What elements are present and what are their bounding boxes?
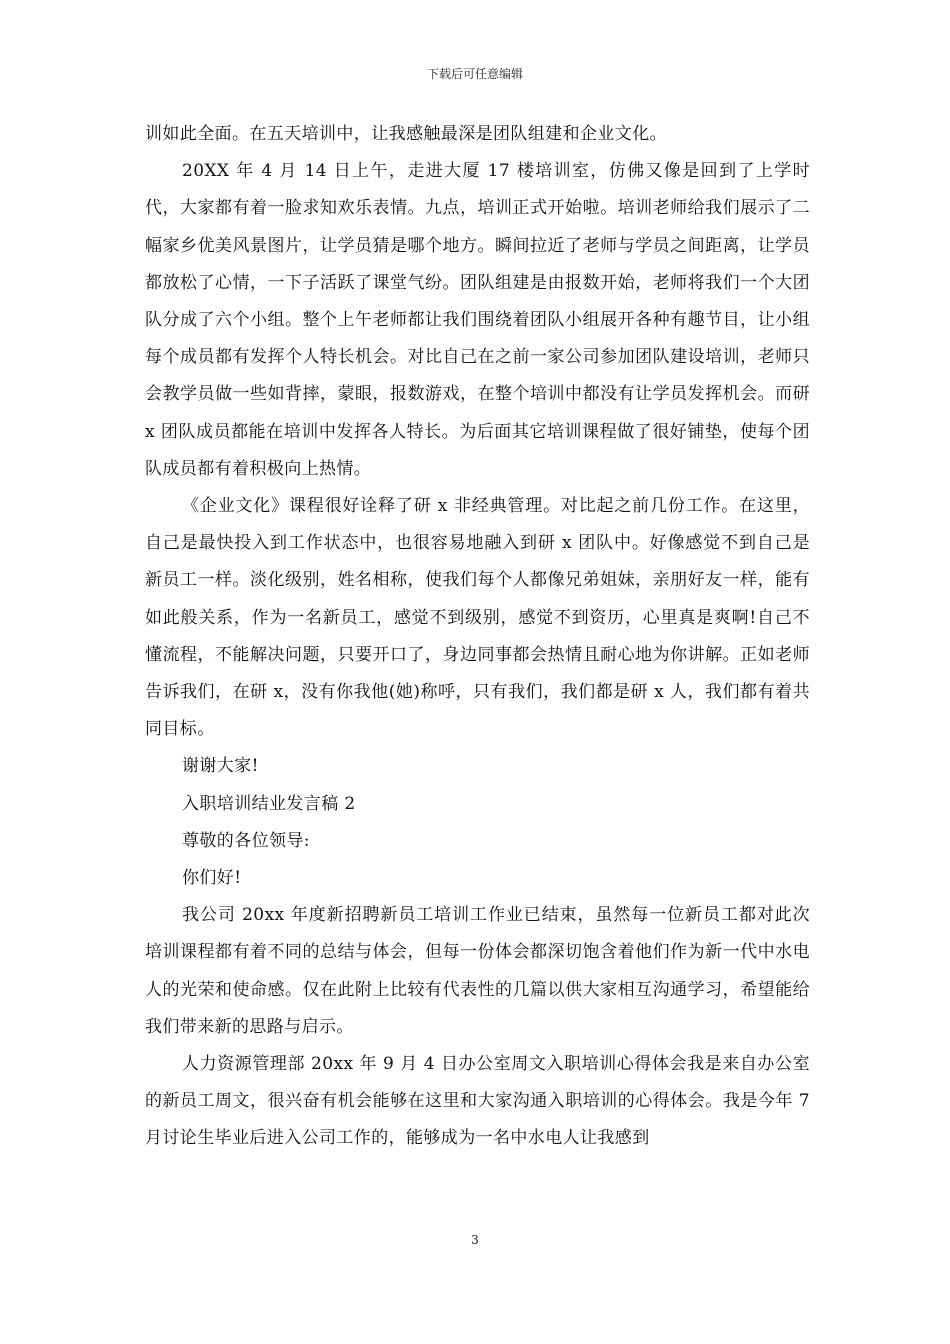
paragraph: 谢谢大家! (182, 756, 259, 777)
page-number: 3 (471, 1233, 479, 1247)
paragraph: 人力资源管理部 20xx 年 9 月 4 日办公室周文入职培训心得体会我是来自办公室的新员工周文，很兴奋有机会能够在这里和大家沟通入职培训的心得体会。我是今年 7 月讨论生毕业后进入公司工作的，能够成为一名中水电人让我感到 (145, 1054, 810, 1149)
paragraph: 训如此全面。在五天培训中，让我感触最深是团队组建和企业文化。 (145, 124, 667, 144)
section-heading: 入职培训结业发言稿 2 (182, 793, 356, 814)
document-body (145, 116, 810, 1158)
salutation: 尊敬的各位领导: (182, 830, 310, 851)
greeting: 你们好! (182, 868, 242, 889)
paragraph: 《企业文化》课程很好诠释了研 x 非经典管理。对比起之前几份工作。在这里，自己是最快投入到工作状态中，也很容易地融入到研 x 团队中。好像感觉不到自己是新员工一样。淡化级别，姓名相称，使我们每个人都像兄弟姐妹，亲朋好友一样，能有如此般关系，作为一名新员工，感觉不到级别，感觉不到资历，心里真是爽啊!自己不懂流程，不能解决问题，只要开口了，身边同事都会热情且耐心地为你讲解。正如老师告诉我们，在研 x，没有你我他(她)称呼，只有我们，我们都是研 x 人，我们都有着共同目标。 (145, 496, 810, 740)
page-header: 下载后可任意编辑 (426, 67, 523, 81)
paragraph: 20XX 年 4 月 14 日上午，走进大厦 17 楼培训室，仿佛又像是回到了上学时代，大家都有着一脸求知欢乐表情。九点，培训正式开始啦。培训老师给我们展示了二幅家乡优美风景图片，让学员猜是哪个地方。瞬间拉近了老师与学员之间距离，让学员都放松了心情，一下子活跃了课堂气纷。团队组建是由报数开始，老师将我们一个大团队分成了六个小组。整个上午老师都让我们围绕着团队小组展开各种有趣节目，让小组每个成员都有发挥个人特长机会。对比自己在之前一家公司参加团队建设培训，老师只会教学员做一些如背摔，蒙眼，报数游戏，在整个培训中都没有让学员发挥机会。而研 x 团队成员都能在培训中发挥各人特长。为后面其它培训课程做了很好铺垫，使每个团队成员都有着积极向上热情。 (145, 161, 810, 479)
paragraph: 我公司 20xx 年度新招聘新员工培训工作业已结束，虽然每一位新员工都对此次培训课程都有着不同的总结与体会，但每一份体会都深切饱含着他们作为新一代中水电人的光荣和使命感。仅在此附上比较有代表性的几篇以供大家相互沟通学习，希望能给我们带来新的思路与启示。 (145, 905, 810, 1037)
